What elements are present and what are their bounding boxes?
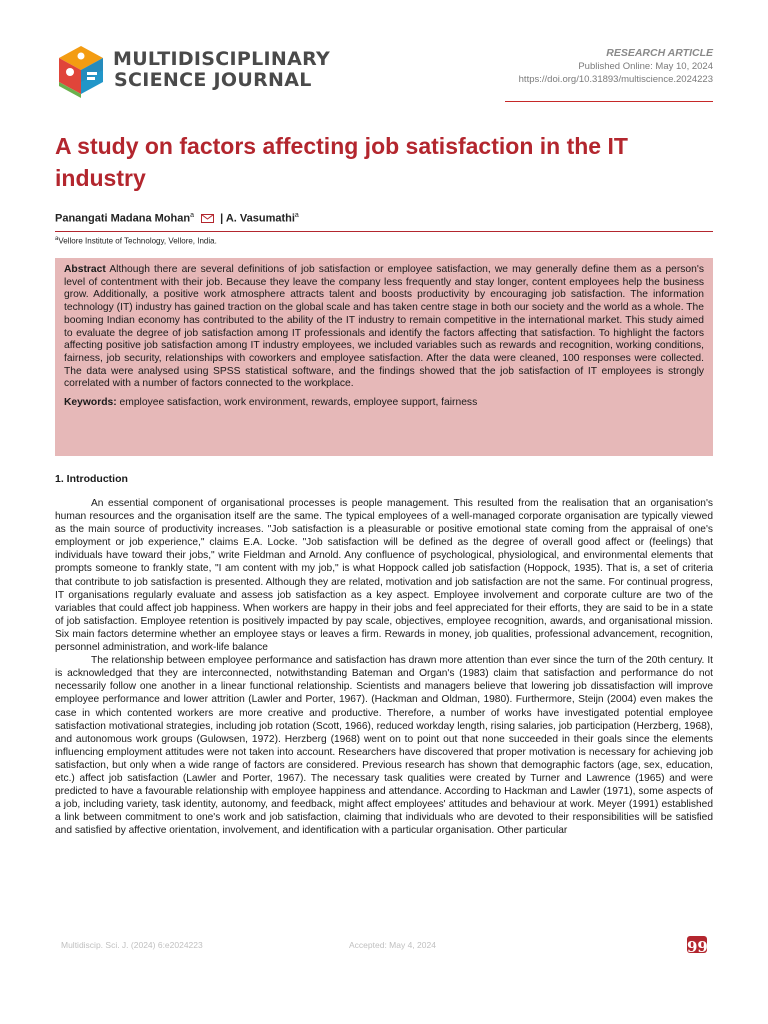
- published-date: Published Online: May 10, 2024: [578, 61, 713, 72]
- body-paragraph: An essential component of organisational processes is people management. This resulted from the realisation that an organisation's human resources and the organisation itself are the same. The typical employees of a well-managed corporate organisation are typically viewed as the main source of productivity increases. "Job satisfaction is a pleasurable or positive emotional state coming from the appraisal of one's employment or job experience," claims E.A. Locke. "Job satisfaction will be defined as the degree of overall good affect or (feelings) that individuals have toward their jobs," write Fieldman and Arnold. Any confluence of psychological, physiological, and environmental elements that prompts someone to frankly state, "I am content with my job," is what Hoppock called job satisfaction (Hoppock, 1935). That is, a set of criteria that contribute to job satisfaction is presented. Although they are related, motivation and job satisfaction are not the same. For continual progress, IT organisations regularly evaluate and assess job satisfaction as a key aspect. Employee involvement and corporate culture are two of the variables that could affect job happiness. When workers are happy in their jobs and feel appreciated for their efforts, they are said to be in a state of job satisfaction. Employee retention is positively impacted by pay scale, objectives, employee recognition, awards, and organisational mission. Six main factors determine whether an employee stays or leaves a firm. Rewards in money, job qualities, professional advancement, recognition, personnel administration, and work-life balance: [55, 498, 713, 654]
- article-title: A study on factors affecting job satisfaction in the IT industry: [55, 133, 628, 191]
- email-icon[interactable]: [201, 214, 214, 223]
- journal-name: [113, 49, 330, 91]
- page-footer: [55, 936, 713, 956]
- footer-citation: Multidiscip. Sci. J. (2024) 6:e2024223: [61, 940, 203, 950]
- journal-header: [55, 42, 713, 102]
- affiliation: [55, 236, 217, 246]
- section-heading: 1. Introduction: [55, 473, 128, 485]
- body-paragraph: The relationship between employee performance and satisfaction has drawn more attention than ever since the turn of the 20th century. It is acknowledged that they are interconnected, notwithstanding Bateman and Organ's (1983) claim that satisfaction and performance do not necessarily follow one another in a linear functional relationship. Scientists and managers believe that lowering job dissatisfaction will improve employee performance and lower attrition (Lawler and Porter, 1967). (Hackman and Oldman, 1980). Furthermore, Steijn (2004) even makes the case in which contented workers are more creative and productive. Therefore, a number of works have investigated potential employee satisfaction motivational strategies, including job rotation (Scott, 1966), reduced workday length, rising salaries, job participation (Herzberg, 1968), and autonomous work groups (Gulowsen, 1972). Herzberg (1968) went on to point out that none succeeded in their goals since the elements influencing employment attitudes were not taken into account. Researchers have discovered that proper motivation is necessary for achieving job satisfaction, but only when a wide range of factors are considered. Previous research has shown that demographic factors (age, sex, education, etc.) affect job satisfaction (Lawler and Porter, 1967). The necessary task qualities were created by Turner and Lawrence (1965) and were predicted to have a favourable relationship with employee happiness and attendance. According to Hackman and Lawler (1971), some aspects of a job, including variety, task identity, autonomy, and feedback, might affect employees' attitudes and behaviour at work. Meyer (1991) established a link between commitment to one's work and job satisfaction, claiming that individuals who are devoted to their responsibilities will be satisfied and satisfied by affective orientation, involvement, and identification with a particular organisation. Other particular: [55, 655, 713, 837]
- author-name[interactable]: A. Vasumathi: [225, 212, 295, 225]
- keywords: [64, 397, 704, 410]
- abstract-box: [55, 258, 713, 456]
- affiliation-marker: a: [294, 212, 299, 219]
- doi-link[interactable]: https://doi.org/10.31893/multiscience.2024223: [518, 74, 713, 85]
- journal-name-line2: SCIENCE JOURNAL: [114, 69, 312, 91]
- keywords-label: Keywords:: [64, 397, 117, 409]
- journal-logo-icon: [55, 42, 107, 98]
- author-separator: |: [220, 212, 224, 225]
- article-meta: [519, 47, 713, 86]
- cite-quote-icon[interactable]: 99: [687, 938, 708, 956]
- author-name[interactable]: Panangati Madana Mohan: [55, 212, 191, 225]
- abstract-paragraph: [64, 264, 704, 391]
- affiliation-marker: a: [190, 212, 194, 219]
- article-type: RESEARCH ARTICLE: [606, 47, 713, 59]
- footer-accepted: Accepted: May 4, 2024: [349, 940, 436, 950]
- header-divider: [505, 101, 713, 102]
- abstract-label: Abstract: [64, 264, 106, 275]
- affiliation-text: Vellore Institute of Technology, Vellore, India.: [58, 236, 217, 246]
- author-line: [55, 212, 299, 225]
- journal-name-line1: MULTIDISCIPLINARY: [113, 48, 331, 70]
- author-divider: [55, 231, 713, 232]
- keywords-text: employee satisfaction, work environment, rewards, employee support, fairness: [119, 397, 478, 409]
- abstract-text: Although there are several definitions of job satisfaction or employee satisfaction, we may generally define them as a person's level of contentment with their job. Because they leave the company less frequently and stay longer, content employees help the business grow. Additionally, a positive work atmosphere attracts talent and boosts productivity by encouraging job satisfaction. The information technology (IT) industry has gained traction on the global scale and has taken centre stage in both our society and the world as a whole. The booming Indian economy has contributed to the ability of the IT industry to remain competitive in the international market. This study aimed to evaluate the degree of job satisfaction among IT professionals and identify the factors affecting that satisfaction. To highlight the factors affecting positive job satisfaction among IT industry employees, we included variables such as rewards and recognition, working conditions, fairness, job security, relationships with coworkers and employee satisfaction. After the data were cleaned, 100 responses were collected. The data were analysed using SPSS statistical software, and the findings showed that the job satisfaction of IT employees is strongly correlated with a number of factors connected to the workplace.: [64, 264, 704, 390]
- affiliation-marker: a: [55, 236, 59, 242]
- body-text: [55, 497, 713, 837]
